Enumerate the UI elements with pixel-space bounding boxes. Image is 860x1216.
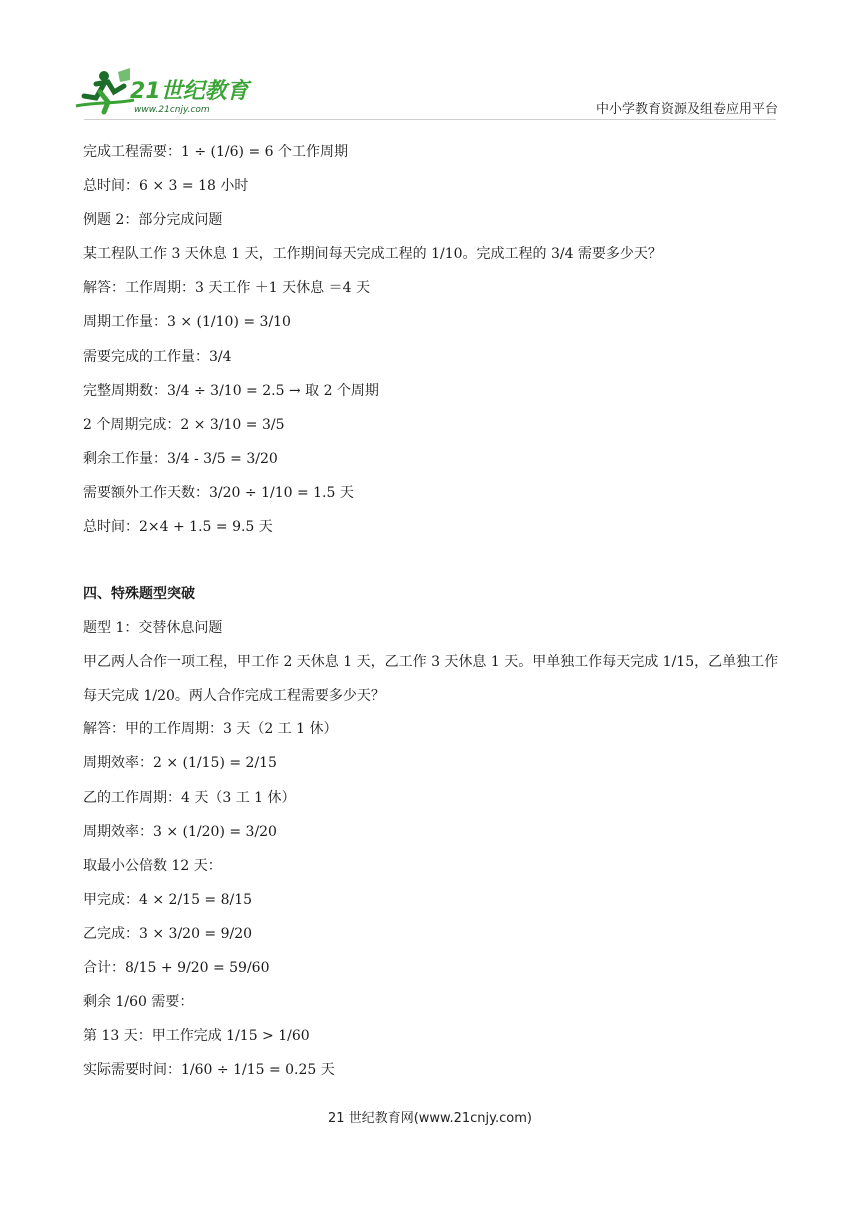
- page-header: [0, 0, 860, 120]
- text-line: 需要完成的工作量：3/4: [83, 348, 232, 365]
- text-line: 总时间：2×4 + 1.5 = 9.5 天: [83, 519, 273, 536]
- logo-text: 21世纪教育: [130, 79, 249, 104]
- text-line: 需要额外工作天数：3/20 ÷ 1/10 = 1.5 天: [83, 484, 354, 501]
- text-line: 完成工程需要：1 ÷ (1/6) = 6 个工作周期: [83, 144, 348, 160]
- site-logo[interactable]: [74, 66, 274, 116]
- text-line: 乙完成：3 × 3/20 = 9/20: [83, 925, 253, 942]
- text-line: 甲完成：4 × 2/15 = 8/15: [83, 891, 253, 908]
- text-line: 取最小公倍数 12 天：: [83, 857, 222, 874]
- text-line: 解答：工作周期：3 天工作 ＋1 天休息 ＝4 天: [83, 280, 370, 297]
- text-line: 第 13 天：甲工作完成 1/15 > 1/60: [83, 1028, 310, 1045]
- platform-name: 中小学教育资源及组卷应用平台: [595, 102, 778, 117]
- text-line: 剩余 1/60 需要：: [83, 994, 194, 1011]
- spacer: [83, 553, 783, 586]
- header-divider: [84, 119, 776, 120]
- problem-statement: 甲乙两人合作一项工程，甲工作 2 天休息 1 天，乙工作 3 天休息 1 天。甲单独工作每天完成 1/15，乙单独工作每天完成 1/20。两人合作完成工程需要多少天？: [83, 654, 779, 705]
- runner-icon: [76, 68, 134, 112]
- logo-url: www.21cnjy.com: [134, 105, 210, 115]
- section-heading: 四、特殊题型突破: [83, 586, 195, 603]
- text-line: 周期效率：2 × (1/15) = 2/15: [83, 755, 277, 772]
- text-line: 周期效率：3 × (1/20) = 3/20: [83, 823, 277, 840]
- text-line: 完整周期数：3/4 ÷ 3/10 = 2.5 → 取 2 个周期: [83, 382, 379, 399]
- text-line: 实际需要时间：1/60 ÷ 1/15 = 0.25 天: [83, 1062, 335, 1079]
- document-body: [83, 144, 783, 1096]
- text-line: 合计：8/15 + 9/20 = 59/60: [83, 959, 270, 976]
- type-title: 题型 1：交替休息问题: [83, 620, 223, 637]
- text-line: 2 个周期完成：2 × 3/10 = 3/5: [83, 416, 285, 433]
- text-line: 总时间：6 × 3 = 18 小时: [83, 178, 249, 195]
- text-line: 剩余工作量：3/4 - 3/5 = 3/20: [83, 450, 278, 467]
- example-title: 例题 2：部分完成问题: [83, 212, 223, 229]
- page-footer: 21 世纪教育网(www.21cnjy.com): [328, 1111, 532, 1126]
- text-line: 乙的工作周期：4 天（3 工 1 休）: [83, 789, 296, 806]
- text-line: 周期工作量：3 × (1/10) = 3/10: [83, 314, 291, 331]
- text-line: 解答：甲的工作周期：3 天（2 工 1 休）: [83, 721, 338, 738]
- problem-statement: 某工程队工作 3 天休息 1 天，工作期间每天完成工程的 1/10。完成工程的 3/4 需要多少天？: [83, 246, 662, 263]
